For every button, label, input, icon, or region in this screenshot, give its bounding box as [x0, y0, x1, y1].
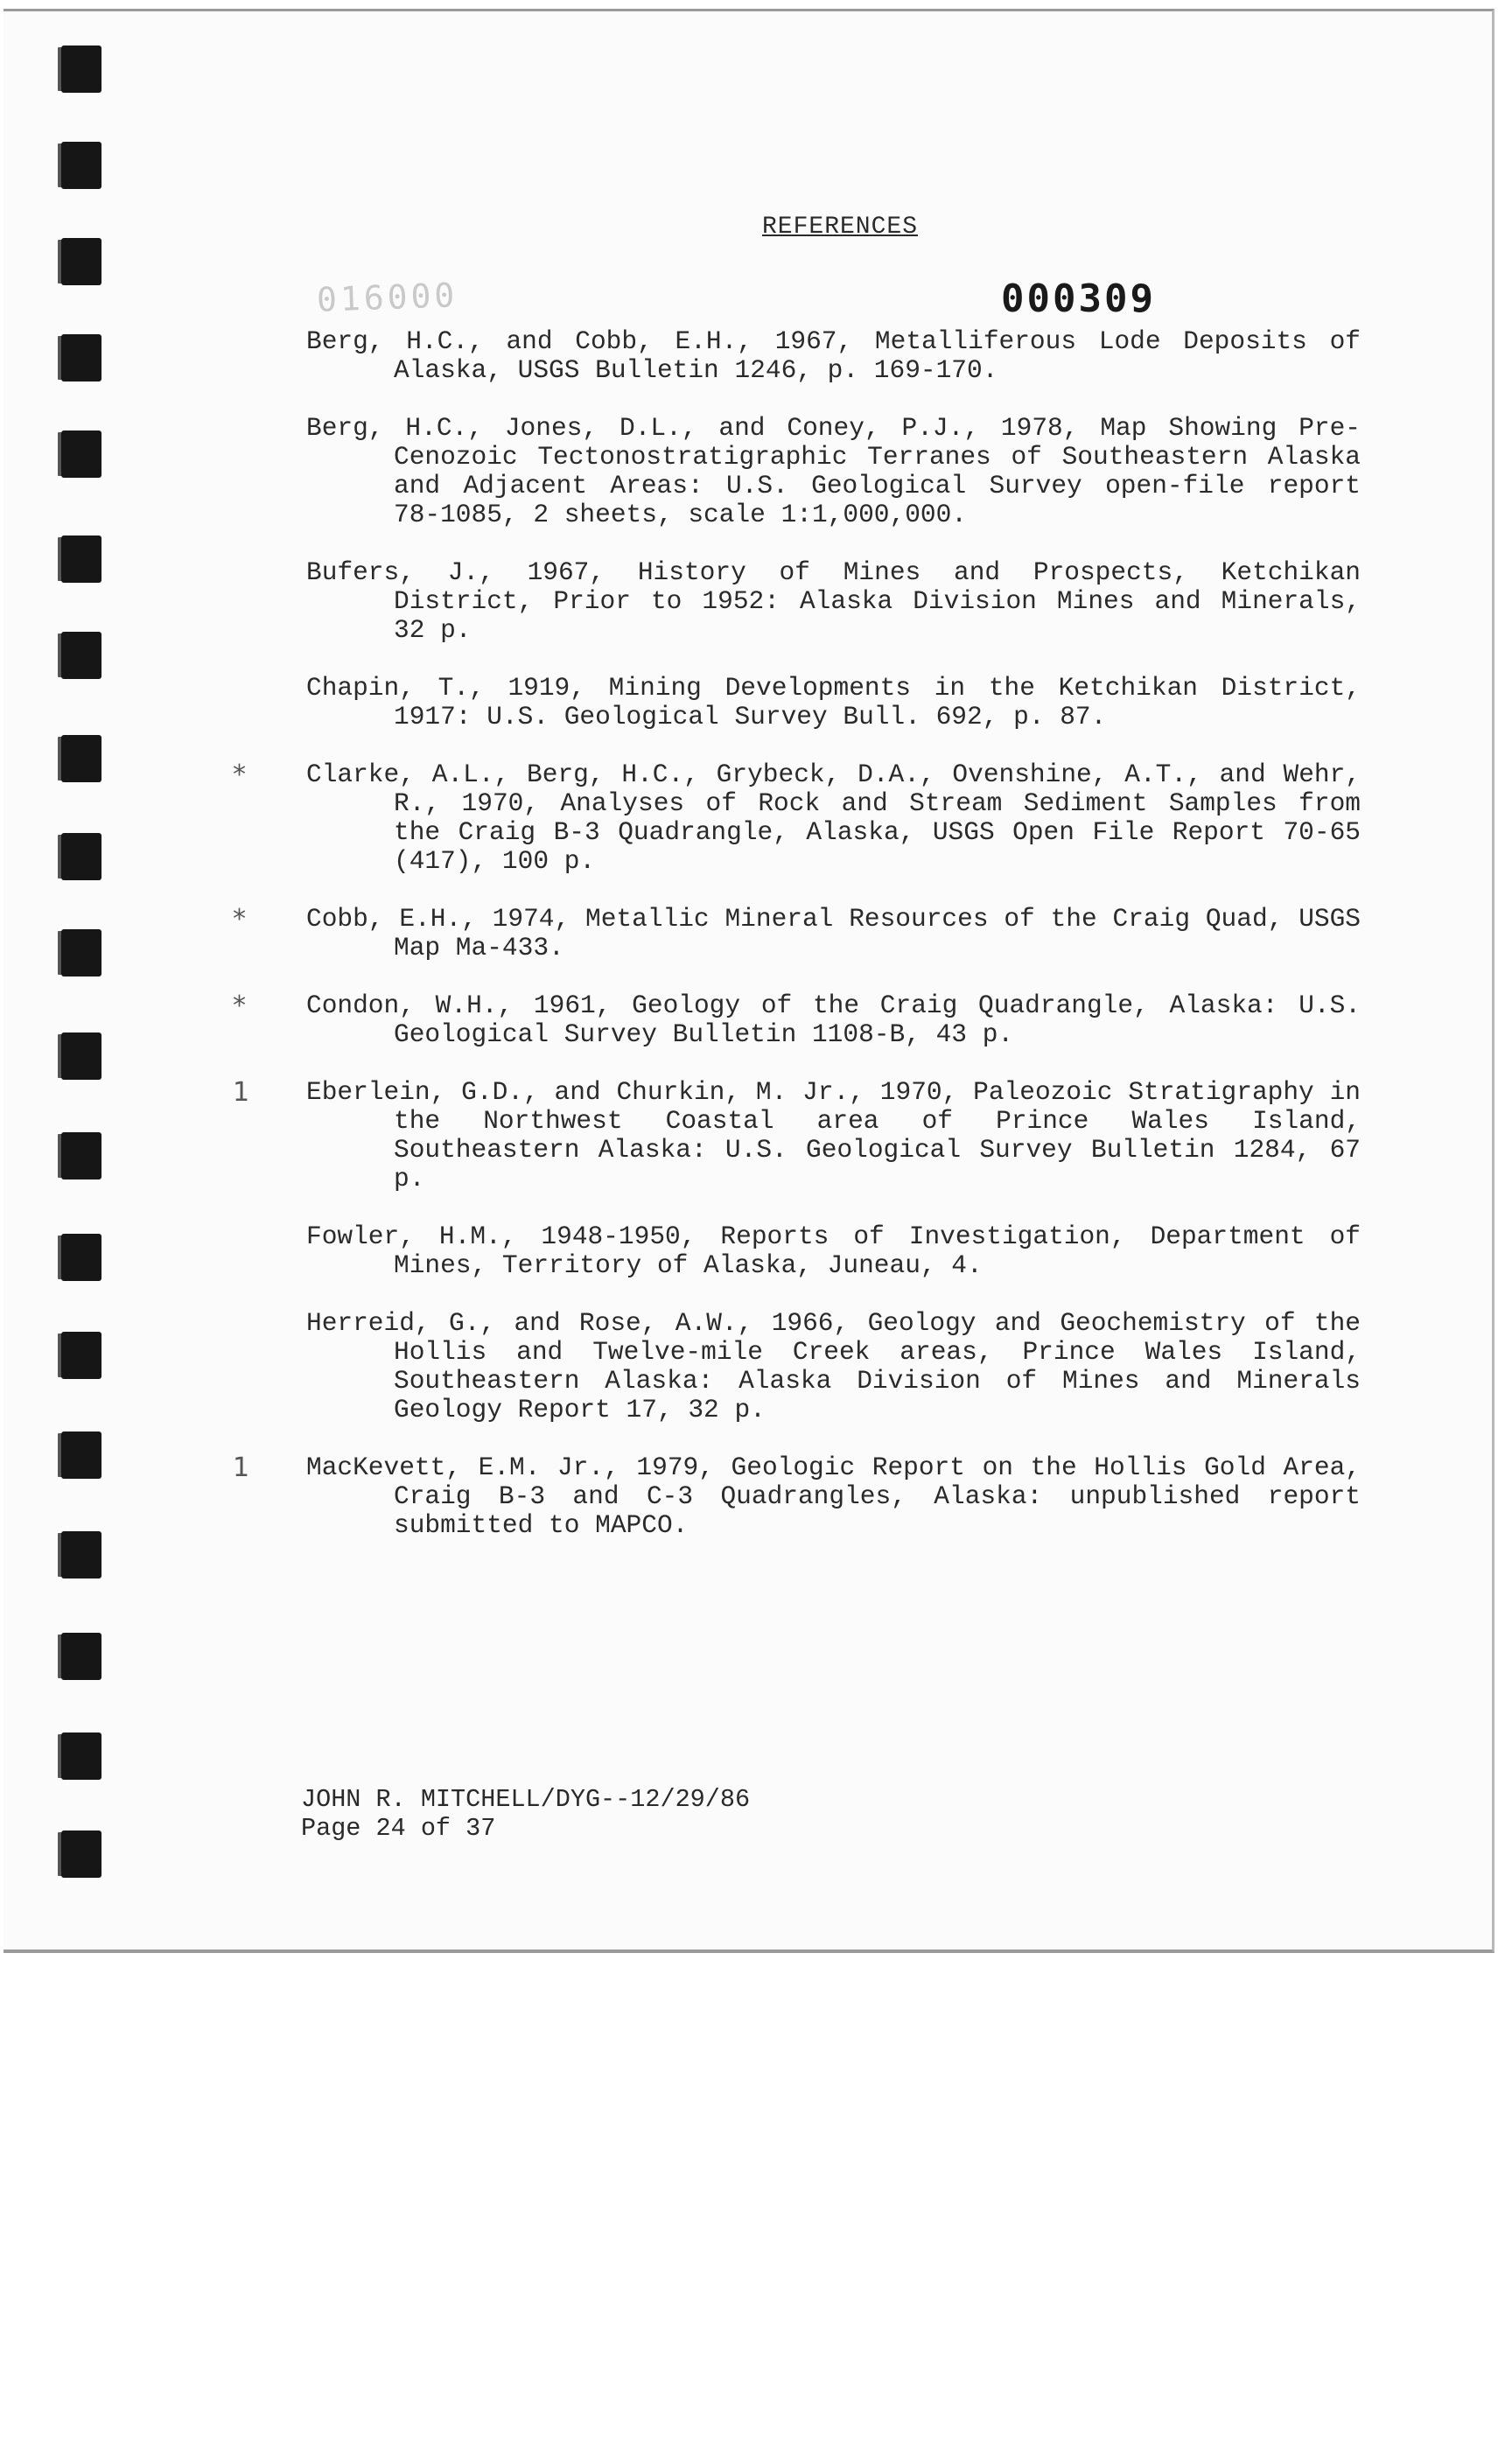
margin-mark: *: [233, 760, 246, 790]
binding-hole: [61, 536, 102, 583]
binding-hole: [61, 1332, 102, 1379]
reference-text: Clarke, A.L., Berg, H.C., Grybeck, D.A., Ovenshine, A.T., and Wehr, R., 1970, Analyses of Rock and Stream Sediment Samples from the Craig B-3 Quadrangle, Alaska, USGS Open File Report 70-65 (417), 100 p.: [306, 760, 1361, 876]
reference-text: MacKevett, E.M. Jr., 1979, Geologic Report on the Hollis Gold Area, Craig B-3 and C-3 Quadrangles, Alaska: unpublished report submitted to MAPCO.: [306, 1452, 1361, 1540]
reference-entry: [306, 558, 1361, 645]
reference-text: Berg, H.C., Jones, D.L., and Coney, P.J., 1978, Map Showing Pre-Cenozoic Tectonostratigraphic Terranes of Southeastern Alaska and Adjacent Areas: U.S. Geological Survey open-file report 78-1085, 2 sheets, scale 1:1,000,000.: [306, 413, 1361, 529]
reference-text: Berg, H.C., and Cobb, E.H., 1967, Metalliferous Lode Deposits of Alaska, USGS Bulletin 1246, p. 169-170.: [306, 326, 1361, 385]
margin-mark: *: [233, 904, 246, 934]
page-number: Page 24 of 37: [301, 1814, 496, 1843]
binding-holes: [54, 35, 107, 1908]
binding-hole: [61, 1830, 102, 1878]
reference-text: Fowler, H.M., 1948-1950, Reports of Investigation, Department of Mines, Territory of Alaska, Juneau, 4.: [306, 1222, 1361, 1280]
reference-text: Herreid, G., and Rose, A.W., 1966, Geology and Geochemistry of the Hollis and Twelve-mile Creek areas, Prince Wales Island, Southeastern Alaska: Alaska Division of Mines and Minerals Geology Report 17, 32 p.: [306, 1308, 1361, 1424]
reference-entry: [233, 1077, 1361, 1194]
author-line: JOHN R. MITCHELL/DYG--12/29/86: [301, 1785, 751, 1814]
binding-hole: [61, 1732, 102, 1780]
stamp-number: 000309: [1001, 276, 1156, 321]
margin-mark: 1: [233, 1077, 250, 1108]
reference-entry: [306, 414, 1361, 529]
binding-hole: [61, 46, 102, 93]
binding-hole: [61, 833, 102, 880]
reference-text: Cobb, E.H., 1974, Metallic Mineral Resources of the Craig Quad, USGS Map Ma-433.: [306, 904, 1361, 962]
margin-mark: 1: [233, 1452, 250, 1483]
reference-text: Condon, W.H., 1961, Geology of the Craig Quadrangle, Alaska: U.S. Geological Survey Bulletin 1108-B, 43 p.: [306, 990, 1361, 1049]
reference-entry: [306, 327, 1361, 385]
binding-hole: [61, 334, 102, 382]
binding-hole: [61, 1432, 102, 1479]
page-title: REFERENCES: [761, 214, 919, 241]
reference-entry: [306, 1222, 1361, 1280]
reference-list: [233, 326, 1361, 1569]
binding-hole: [61, 1234, 102, 1281]
reference-entry: [233, 760, 1361, 876]
reference-entry: [233, 904, 1361, 962]
faint-stamp-number: 016000: [316, 276, 458, 319]
binding-hole: [61, 430, 102, 478]
binding-hole: [61, 929, 102, 976]
reference-text: Chapin, T., 1919, Mining Developments in the Ketchikan District, 1917: U.S. Geological Survey Bull. 692, p. 87.: [306, 673, 1361, 732]
reference-entry: [306, 674, 1361, 732]
binding-hole: [61, 142, 102, 189]
binding-hole: [61, 632, 102, 679]
reference-entry: [233, 990, 1361, 1049]
binding-hole: [61, 1132, 102, 1180]
reference-entry: [233, 1452, 1361, 1540]
margin-mark: *: [233, 990, 246, 1021]
reference-entry: [306, 1309, 1361, 1424]
binding-hole: [61, 1633, 102, 1680]
reference-text: Eberlein, G.D., and Churkin, M. Jr., 1970, Paleozoic Stratigraphy in the Northwest Coastal area of Prince Wales Island, Southeastern Alaska: U.S. Geological Survey Bulletin 1284, 67 p.: [306, 1077, 1361, 1194]
blank-area: [0, 1953, 1512, 2450]
reference-text: Bufers, J., 1967, History of Mines and Prospects, Ketchikan District, Prior to 1952: Alaska Division Mines and Minerals, 32 p.: [306, 557, 1361, 645]
binding-hole: [61, 1032, 102, 1080]
binding-hole: [61, 238, 102, 285]
binding-hole: [61, 735, 102, 782]
page-footer: [301, 1785, 750, 1843]
binding-hole: [61, 1531, 102, 1578]
